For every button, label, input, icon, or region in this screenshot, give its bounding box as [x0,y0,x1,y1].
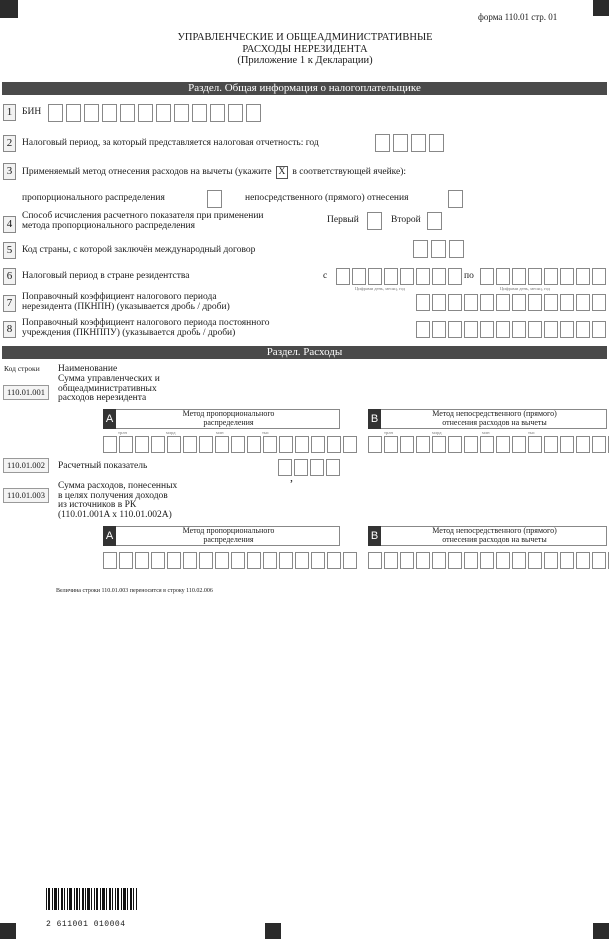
calc-second-checkbox[interactable] [427,212,442,230]
decimal-separator: , [290,470,293,484]
pknppu-line-2: учреждения (ПКНППУ) (указывается дробь / дроби) [22,328,236,338]
period-to-hint: Цифрами день, месяц, год [500,286,551,291]
code-column-header: Код строки [4,364,40,373]
method-b-title-b-2: отнесения расходов на вычеты [442,534,547,544]
pknpn-line-1: Поправочный коэффициент налогового периода [22,292,217,302]
calc-method-line-2: метода пропорционального распределения [22,221,195,231]
period-from-label: с [323,271,328,281]
section-general-info-title: Раздел. Общая информация о налогоплательщике [2,82,607,95]
method-a-letter-2: A [103,526,116,546]
method-a-letter: A [103,409,116,429]
tax-period-year-input[interactable] [375,134,444,152]
line-code-110-01-002: 110.01.002 [3,458,49,473]
scale-b-trln: трлн [384,430,393,435]
line-code-110-01-001: 110.01.001 [3,385,49,400]
method-proportional-checkbox[interactable] [207,190,222,208]
line-2-input[interactable] [278,459,340,476]
method-direct-checkbox[interactable] [448,190,463,208]
bin-label: БИН [22,107,42,117]
method-label-start: Применяемый метод отнесения расходов на вычеты (укажите [22,167,272,177]
corner-marker-bottom-mid [265,923,281,939]
mark-example-box: X [276,166,288,179]
method-a-title-b-2: распределения [203,534,254,544]
scale-a-trln: трлн [118,430,127,435]
method-a-title-b [118,527,339,544]
row-number-3: 3 [3,163,16,180]
pknpn-label [22,292,230,312]
line-3-name [58,482,177,520]
form-title [150,32,460,67]
method-b-title-1: Метод непосредственного (прямого) [432,409,557,418]
bin-input[interactable] [48,104,261,122]
method-b-header [368,409,607,429]
method-label [22,166,406,179]
scale-b-mlrd: млрд [432,430,442,435]
method-label-end: в соответствующей ячейке): [292,167,407,177]
calc-method-label [22,211,264,231]
method-b-header-2 [368,526,607,546]
line-2-name: Расчетный показатель [58,461,148,471]
pknpn-line-2: нерезидента (ПКНПН) (указывается дробь / дроби) [22,302,230,312]
residence-period-label: Налоговый период в стране резидентства [22,271,190,281]
line-3-method-b-input[interactable] [368,552,609,569]
country-code-input[interactable] [413,240,464,258]
method-a-title-1: Метод пропорционального [182,409,275,418]
row-number-8: 8 [3,321,16,338]
scale-a-mln: млн [216,430,224,435]
scale-a-tys: тыс [262,430,269,435]
line-1-method-a-input[interactable] [103,436,357,453]
row-number-2: 2 [3,135,16,152]
line-3-method-a-input[interactable] [103,552,357,569]
method-b-letter: B [368,409,381,429]
line-3-name-2: в целях получения доходов [58,490,168,501]
corner-marker-bottom-left [0,923,16,939]
corner-marker-bottom-right [593,923,609,939]
corner-marker-top-right [593,0,609,16]
row-number-1: 1 [3,104,16,121]
period-from-hint: Цифрами день, месяц, год [355,286,406,291]
section-expenses-title: Раздел. Расходы [2,346,607,359]
name-column-header: Наименование [58,364,118,374]
method-b-letter-2: B [368,526,381,546]
title-line-2: РАСХОДЫ НЕРЕЗИДЕНТА [242,43,368,55]
method-a-title-b-1: Метод пропорционального [182,526,275,535]
corner-marker-top-left [0,0,18,18]
pknppu-input[interactable] [416,321,606,338]
method-a-title-2: распределения [203,417,254,427]
scale-b-mln: млн [482,430,490,435]
calc-first-label: Первый [327,215,359,225]
transfer-note: Величина строки 110.01.003 переносится в строку 110.02.006 [56,588,213,594]
title-line-3: (Приложение 1 к Декларации) [237,55,373,66]
pknpn-input[interactable] [416,294,606,311]
method-b-title-2: отнесения расходов на вычеты [442,417,547,427]
form-reference: форма 110.01 стр. 01 [478,12,558,22]
line-3-name-4: (110.01.001A x 110.01.002A) [58,509,172,520]
method-b-title [383,410,606,427]
calc-second-label: Второй [391,215,421,225]
barcode-number: 2 611001 010004 [46,920,126,929]
line-1-name-1: Сумма управленческих и [58,374,160,384]
line-1-method-b-input[interactable] [368,436,609,453]
row-number-4: 4 [3,216,16,233]
line-1-name-2: общеадминистративных [58,383,157,394]
pknppu-label [22,318,270,338]
scale-a-mlrd: млрд [166,430,176,435]
line-1-name [58,375,160,404]
country-code-label: Код страны, с которой заключён международный договор [22,245,256,255]
line-3-name-3: из источников в РК [58,500,137,510]
calc-first-checkbox[interactable] [367,212,382,230]
pknppu-line-1: Поправочный коэффициент налогового периода постоянного [22,318,270,328]
line-3-name-1: Сумма расходов, понесенных [58,481,178,491]
period-from-input[interactable] [336,268,462,285]
line-1-name-3: расходов нерезидента [58,393,147,403]
barcode [44,888,140,918]
row-number-7: 7 [3,295,16,312]
line-code-110-01-003: 110.01.003 [3,488,49,503]
period-to-input[interactable] [480,268,606,285]
method-a-header-2 [103,526,340,546]
title-line-1: УПРАВЛЕНЧЕСКИЕ И ОБЩЕАДМИНИСТРАТИВНЫЕ [177,32,433,43]
method-direct-label: непосредственного (прямого) отнесения [245,193,409,203]
calc-method-line-1: Способ исчисления расчетного показателя при применении [22,211,264,221]
method-b-title-b-1: Метод непосредственного (прямого) [432,526,557,535]
row-number-6: 6 [3,268,16,285]
method-b-title-b [383,527,606,544]
scale-b-tys: тыс [528,430,535,435]
method-a-header [103,409,340,429]
row-number-5: 5 [3,242,16,259]
method-a-title [118,410,339,427]
period-to-label: по [464,271,474,281]
method-proportional-label: пропорционального распределения [22,193,165,203]
tax-period-label: Налоговый период, за который представляется налоговая отчетность: год [22,138,319,148]
